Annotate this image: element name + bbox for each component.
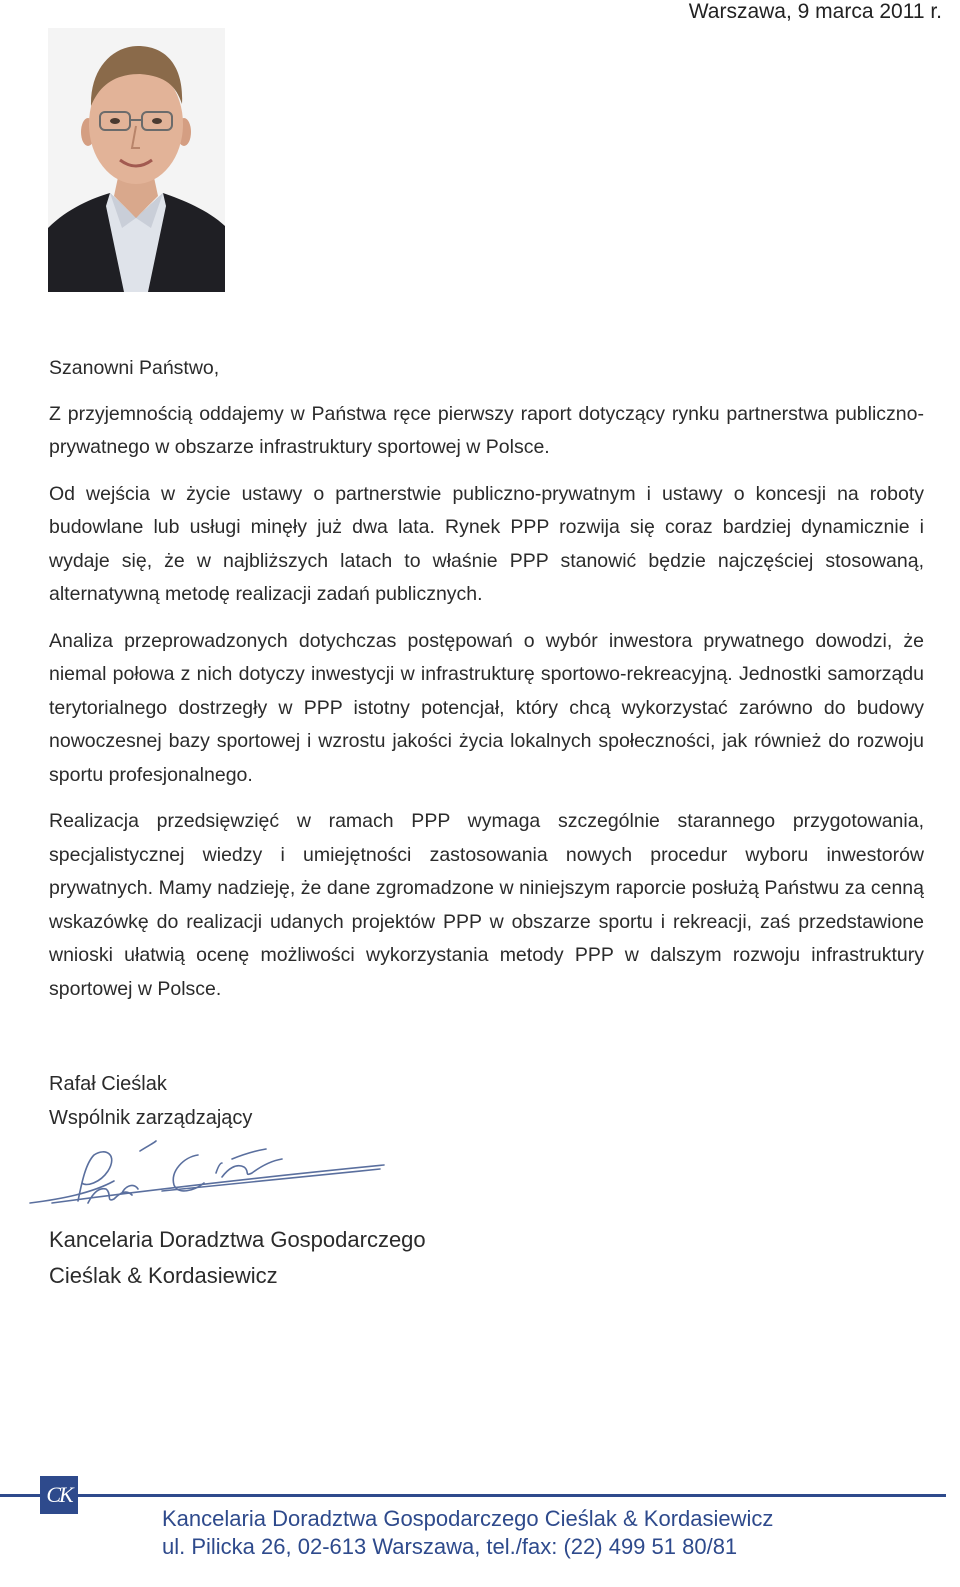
company-partners: Cieślak & Kordasiewicz	[49, 1263, 278, 1288]
handwritten-signature	[22, 1133, 392, 1223]
footer	[162, 1505, 922, 1561]
company-block	[49, 1222, 426, 1294]
paragraph-intro: Z przyjemnością oddajemy w Państwa ręce pierwszy raport dotyczący rynku partnerstwa publiczno-prywatnego w obszarze infrastruktury sportowej w Polsce.	[49, 402, 924, 458]
paragraph-law: Od wejścia w życie ustawy o partnerstwie publiczno-prywatnym i ustawy o koncesji na roboty budowlane lub usługi minęły już dwa lata. Rynek PPP rozwija się coraz bardziej dynamicznie i wydaje się, że w najbliższych latach to właśnie PPP stanowić będzie najczęściej stosowaną, alternatywną metodę realizacji zadań publicznych.	[49, 482, 924, 605]
signer-name: Rafał Cieślak	[49, 1073, 167, 1095]
ck-logo: CK	[40, 1476, 78, 1514]
salutation: Szanowni Państwo,	[49, 357, 220, 379]
signer-block	[49, 1067, 252, 1135]
place-date: Warszawa, 9 marca 2011 r.	[688, 0, 942, 23]
letter-body	[49, 352, 924, 1019]
portrait-illustration	[48, 28, 225, 292]
signature-stroke	[22, 1133, 392, 1223]
footer-company: Kancelaria Doradztwa Gospodarczego Cieślak & Kordasiewicz	[162, 1506, 774, 1531]
footer-address: ul. Pilicka 26, 02-613 Warszawa, tel./fax: (22) 499 51 80/81	[162, 1534, 738, 1559]
footer-divider	[0, 1494, 946, 1497]
company-name: Kancelaria Doradztwa Gospodarczego	[49, 1227, 426, 1252]
paragraph-analysis: Analiza przeprowadzonych dotychczas postępowań o wybór inwestora prywatnego dowodzi, że niemal połowa z nich dotyczy inwestycji w infrastrukturę sportowo-rekreacyjną. Jednostki samorządu terytorialnego dostrzegły w PPP istotny potencjał, który chcą wykorzystać zarówno do budowy nowoczesnej bazy sportowej i wzrostu jakości życia lokalnych społeczności, jak również do rozwoju sportu profesjonalnego.	[49, 629, 924, 786]
portrait-photo	[48, 28, 225, 292]
paragraph-conclusion: Realizacja przedsięwzięć w ramach PPP wymaga szczególnie starannego przygotowania, specjalistycznej wiedzy i umiejętności zastosowania nowych procedur wyboru inwestorów prywatnych. Mamy nadzieję, że dane zgromadzone w niniejszym raporcie posłużą Państwu za cenną wskazówkę do realizacji udanych projektów PPP w obszarze sportu i rekreacji, zaś przedstawione wnioski ułatwią ocenę możliwości wykorzystania metody PPP w dalszym rozwoju infrastruktury sportowej w Polsce.	[49, 810, 924, 1000]
signer-title: Wspólnik zarządzający	[49, 1107, 253, 1129]
